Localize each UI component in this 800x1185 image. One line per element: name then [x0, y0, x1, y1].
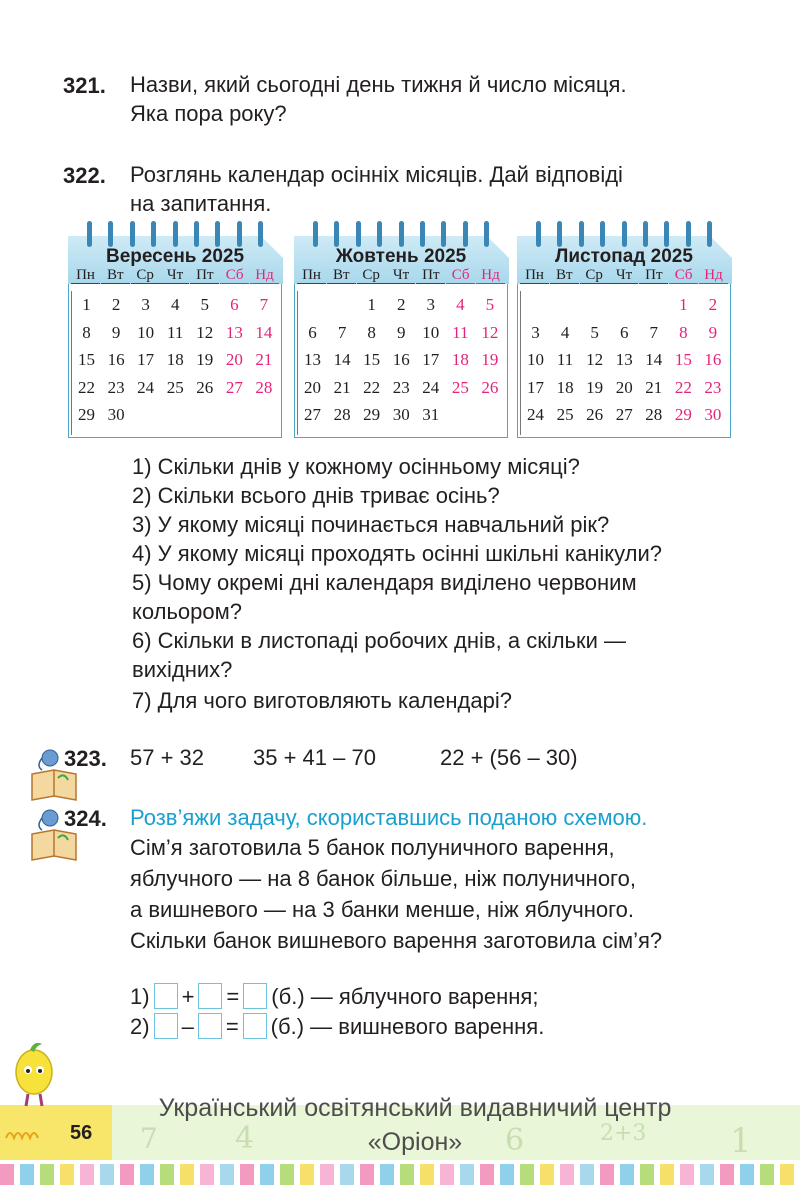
calendar-day: 16 [704, 350, 722, 369]
calendar-day: 25 [166, 377, 184, 397]
strip-block [540, 1164, 554, 1185]
calendar-rings [536, 221, 712, 247]
calendar-day: 6 [230, 295, 239, 314]
scheme-row [130, 1012, 544, 1042]
publisher-line-2: «Оріон» [367, 1128, 463, 1156]
ring [643, 221, 648, 247]
task-322-text [130, 160, 736, 218]
strip-block [220, 1164, 234, 1185]
weekday-label: Сб [446, 267, 475, 284]
calendar-day: 31 [422, 405, 440, 424]
ring [377, 221, 382, 247]
calendar-day: 8 [679, 322, 688, 342]
calendar-day: 28 [333, 405, 351, 424]
weekday-row [297, 267, 505, 284]
calendar-day: 19 [196, 350, 214, 369]
strip-block [240, 1164, 254, 1185]
weekday-label: Ср [357, 267, 386, 284]
calendar-day: 3 [531, 322, 540, 342]
calendar-day: 28 [645, 405, 663, 424]
calendar-day: 22 [78, 377, 95, 397]
weekday-label: Пт [639, 267, 668, 284]
days-grid [71, 291, 279, 435]
scheme-operator: + [181, 984, 195, 1009]
task-322-line-1: Розглянь календар осінніх місяців. Дай відповіді [130, 162, 623, 187]
calendar-day: 3 [426, 295, 436, 314]
answer-box[interactable] [198, 1013, 222, 1039]
calendar-day: 22 [363, 377, 381, 397]
strip-block [400, 1164, 414, 1185]
calendar-october [294, 236, 508, 438]
calendar-rings [87, 221, 263, 247]
strip-block [700, 1164, 714, 1185]
expression-3: 22 + (56 – 30) [440, 745, 578, 770]
calendar-day: 16 [107, 350, 125, 369]
calendar-day: 7 [259, 295, 269, 314]
calendar-day: 21 [645, 377, 663, 397]
strip-block [520, 1164, 534, 1185]
strip-block [340, 1164, 354, 1185]
svg-text:2+3: 2+3 [600, 1121, 647, 1146]
calendar-title: Жовтень 2025 [335, 246, 467, 267]
strip-block [40, 1164, 54, 1185]
calendar-day: 21 [255, 350, 273, 369]
calendar-day: 5 [200, 295, 210, 314]
calendar-day: 11 [452, 322, 469, 342]
svg-text:4: 4 [235, 1121, 255, 1156]
strip-block [360, 1164, 374, 1185]
strip-block [740, 1164, 754, 1185]
calendar-day: 28 [255, 377, 273, 397]
calendar-november [517, 236, 731, 438]
strip-block [180, 1164, 194, 1185]
task-number-323: 323. [64, 746, 107, 771]
question-line: 1) Скільки днів у кожному осінньому місяці? [132, 454, 580, 479]
weekday-label: Пт [190, 267, 219, 284]
strip-block [260, 1164, 274, 1185]
calendar-day: 25 [451, 377, 469, 397]
task-321-line-2: Яка пора року? [130, 101, 287, 126]
calendar-day: 12 [196, 322, 214, 342]
strip-block [0, 1164, 14, 1185]
calendar-day: 14 [645, 350, 663, 369]
ring [622, 221, 627, 247]
ring [707, 221, 712, 247]
svg-text:1: 1 [730, 1121, 752, 1161]
calendar-day: 4 [560, 322, 570, 342]
calendar-day: 1 [82, 295, 91, 314]
calendar-day: 5 [590, 322, 599, 342]
weekday-label: Ср [131, 267, 160, 284]
strip-block [20, 1164, 34, 1185]
ring [600, 221, 605, 247]
strip-block [380, 1164, 394, 1185]
solution-scheme [130, 982, 544, 1042]
calendar-day: 12 [586, 350, 604, 369]
svg-text:7: 7 [140, 1122, 158, 1155]
problem-line: Скільки банок вишневого варення заготовила сім’я? [130, 928, 663, 953]
ring [557, 221, 562, 247]
strip-block [160, 1164, 174, 1185]
weekday-label: Чт [386, 267, 415, 284]
calendar-day: 13 [304, 350, 321, 369]
calendar-day: 12 [481, 322, 499, 342]
answer-box[interactable] [243, 983, 267, 1009]
strip-block [440, 1164, 454, 1185]
calendar-day: 14 [255, 322, 273, 342]
calendar-day: 11 [556, 350, 574, 369]
ring [130, 221, 135, 247]
page-number: 56 [70, 1122, 93, 1144]
task-321-text [130, 70, 736, 128]
weekday-label: Ср [580, 267, 609, 284]
ring [356, 221, 361, 247]
weekday-label: Нд [699, 267, 728, 284]
question-line: 4) У якому місяці проходять осінні шкільні канікули? [132, 541, 662, 566]
calendar-day: 26 [196, 377, 214, 397]
ring [484, 221, 489, 247]
ring [399, 221, 404, 247]
weekday-label: Вт [327, 267, 356, 284]
weekday-label: Чт [160, 267, 189, 284]
calendar-day: 14 [333, 350, 351, 369]
scheme-label: 2) [130, 1014, 150, 1039]
calendar-day: 1 [367, 295, 376, 314]
weekday-label: Пн [520, 267, 549, 284]
task-324-problem [130, 832, 736, 956]
ring [579, 221, 584, 247]
task-322-line-2: на запитання. [130, 191, 272, 216]
weekday-label: Чт [609, 267, 638, 284]
ring [108, 221, 113, 247]
expression-2: 35 + 41 – 70 [253, 745, 376, 770]
weekday-label: Пн [71, 267, 100, 284]
days-grid [297, 291, 505, 435]
strip-block [660, 1164, 674, 1185]
problem-line: а вишневого — на 3 банки менше, ніж яблучного. [130, 897, 634, 922]
ring [215, 221, 220, 247]
svg-text:6: 6 [505, 1123, 525, 1158]
calendar-day: 23 [107, 377, 125, 397]
calendar-day: 25 [556, 405, 574, 424]
calendar-day: 2 [396, 295, 406, 314]
calendar-day: 15 [78, 350, 95, 369]
answer-box[interactable] [243, 1013, 267, 1039]
strip-block [480, 1164, 494, 1185]
strip-block [780, 1164, 794, 1185]
ring [664, 221, 669, 247]
problem-line: яблучного — на 8 банок більше, ніж полуничного, [130, 866, 636, 891]
calendar-day: 19 [586, 377, 604, 397]
answer-box[interactable] [154, 983, 178, 1009]
strip-block [560, 1164, 574, 1185]
strip-block [280, 1164, 294, 1185]
calendar-day: 17 [527, 377, 544, 397]
scheme-description: (б.) — яблучного варення; [271, 984, 539, 1009]
ring [420, 221, 425, 247]
calendar-day: 22 [674, 377, 692, 397]
calendar-day: 20 [225, 350, 243, 369]
calendar-day: 8 [82, 322, 91, 342]
scheme-equals: = [226, 984, 240, 1009]
strip-block [60, 1164, 74, 1185]
days-grid [520, 291, 728, 435]
calendar-day: 1 [679, 295, 688, 314]
strip-block [300, 1164, 314, 1185]
strip-block [640, 1164, 654, 1185]
scheme-row [130, 982, 544, 1012]
calendar-day: 9 [396, 322, 406, 342]
strip-block [80, 1164, 94, 1185]
weekday-label: Пт [416, 267, 445, 284]
calendar-september [68, 236, 282, 438]
calendar-day: 5 [485, 295, 495, 314]
ring [173, 221, 178, 247]
calendar-title: Листопад 2025 [555, 246, 693, 267]
calendar-day: 20 [615, 377, 633, 397]
calendar-day: 4 [170, 295, 180, 314]
calendar-day: 27 [225, 377, 243, 397]
strip-block [320, 1164, 334, 1185]
weekday-label: Сб [220, 267, 249, 284]
ring [151, 221, 156, 247]
answer-box[interactable] [198, 983, 222, 1009]
calendar-day: 10 [137, 322, 155, 342]
calendar-day: 13 [615, 350, 633, 369]
calendar-day: 4 [456, 295, 465, 314]
ring [463, 221, 468, 247]
strip-block [580, 1164, 594, 1185]
weekday-label: Нд [476, 267, 505, 284]
strip-block [680, 1164, 694, 1185]
calendar-day: 16 [392, 350, 410, 369]
strip-block [420, 1164, 434, 1185]
calendar-title: Вересень 2025 [105, 246, 245, 267]
calendar-day: 17 [137, 350, 155, 369]
calendar-day: 23 [704, 377, 722, 397]
scheme-label: 1) [130, 984, 150, 1009]
answer-box[interactable] [154, 1013, 178, 1039]
calendar-day: 24 [137, 377, 155, 397]
question-line: 7) Для чого виготовляють календарі? [132, 688, 512, 713]
calendar-day: 18 [556, 377, 574, 397]
scheme-description: (б.) — вишневого варення. [270, 1014, 545, 1039]
strip-block [120, 1164, 134, 1185]
calendar-day: 30 [107, 405, 125, 424]
footer-color-strip [0, 1160, 800, 1185]
strip-block [200, 1164, 214, 1185]
calendar-day: 29 [674, 405, 692, 424]
ring [334, 221, 339, 247]
ring [258, 221, 263, 247]
strip-block [760, 1164, 774, 1185]
ring [536, 221, 541, 247]
calendar-day: 7 [337, 322, 347, 342]
calendar-day: 10 [527, 350, 544, 369]
weekday-row [71, 267, 279, 284]
calendar-day: 17 [422, 350, 440, 369]
strip-block [460, 1164, 474, 1185]
strip-block [100, 1164, 114, 1185]
ring [237, 221, 242, 247]
ring [313, 221, 318, 247]
strip-block [600, 1164, 614, 1185]
calendar-day: 13 [225, 322, 243, 342]
calendar-day: 15 [674, 350, 692, 369]
question-line: кольором? [132, 599, 242, 624]
problem-line: Сім’я заготовила 5 банок полуничного варення, [130, 835, 615, 860]
calendar-day: 15 [363, 350, 381, 369]
calendar-day: 24 [527, 405, 544, 424]
calendar-day: 18 [166, 350, 184, 369]
weekday-label: Сб [669, 267, 698, 284]
calendar-day: 11 [167, 322, 184, 342]
weekday-label: Пн [297, 267, 326, 284]
task-321-line-1: Назви, який сьогодні день тижня й число місяця. [130, 72, 627, 97]
calendar-day: 7 [649, 322, 659, 342]
question-line: 6) Скільки в листопаді робочих днів, а скільки — [132, 628, 627, 653]
calendar-day: 9 [708, 322, 718, 342]
task-number-324: 324. [64, 806, 107, 831]
expression-1: 57 + 32 [130, 745, 205, 770]
calendar-day: 9 [111, 322, 121, 342]
strip-block [720, 1164, 734, 1185]
weekday-label: Вт [550, 267, 579, 284]
ring [194, 221, 199, 247]
calendar-day: 20 [304, 377, 321, 397]
question-line: 3) У якому місяці починається навчальний рік? [132, 512, 610, 537]
calendar-day: 29 [363, 405, 381, 424]
ring [686, 221, 691, 247]
calendar-day: 30 [704, 405, 722, 424]
publisher-line-1: Український освітянський видавничий центр [158, 1094, 672, 1122]
task-number-322: 322. [63, 163, 106, 188]
calendar-day: 24 [422, 377, 440, 397]
calendar-rings [313, 221, 489, 247]
calendar-day: 10 [422, 322, 440, 342]
calendar-day: 23 [392, 377, 410, 397]
strip-block [620, 1164, 634, 1185]
calendar-day: 26 [586, 405, 604, 424]
calendar-day: 2 [708, 295, 718, 314]
calendar-day: 18 [451, 350, 469, 369]
calendar-day: 27 [615, 405, 633, 424]
task-number-321: 321. [63, 73, 106, 98]
strip-block [140, 1164, 154, 1185]
question-line: 2) Скільки всього днів триває осінь? [132, 483, 500, 508]
calendar-day: 2 [111, 295, 121, 314]
task-324-instruction: Розв’яжи задачу, скориставшись поданою схемою. [130, 805, 648, 830]
weekday-label: Вт [101, 267, 130, 284]
calendar-day: 6 [619, 322, 629, 342]
strip-block [500, 1164, 514, 1185]
weekday-label: Нд [250, 267, 279, 284]
calendar-day: 3 [141, 295, 150, 314]
calendar-day: 8 [367, 322, 376, 342]
question-line: вихідних? [132, 657, 233, 682]
weekday-row [520, 267, 728, 284]
scheme-operator: – [181, 1014, 194, 1039]
calendar-day: 19 [481, 350, 499, 369]
calendar-day: 29 [78, 405, 95, 424]
calendar-day: 27 [304, 405, 321, 424]
calendar-day: 30 [392, 405, 410, 424]
ring [441, 221, 446, 247]
calendar-day: 6 [308, 322, 317, 342]
scheme-equals: = [225, 1014, 239, 1039]
calendar-day: 26 [481, 377, 499, 397]
question-line: 5) Чому окремі дні календаря виділено червоним [132, 570, 637, 595]
calendar-day: 21 [333, 377, 351, 397]
ring [87, 221, 92, 247]
